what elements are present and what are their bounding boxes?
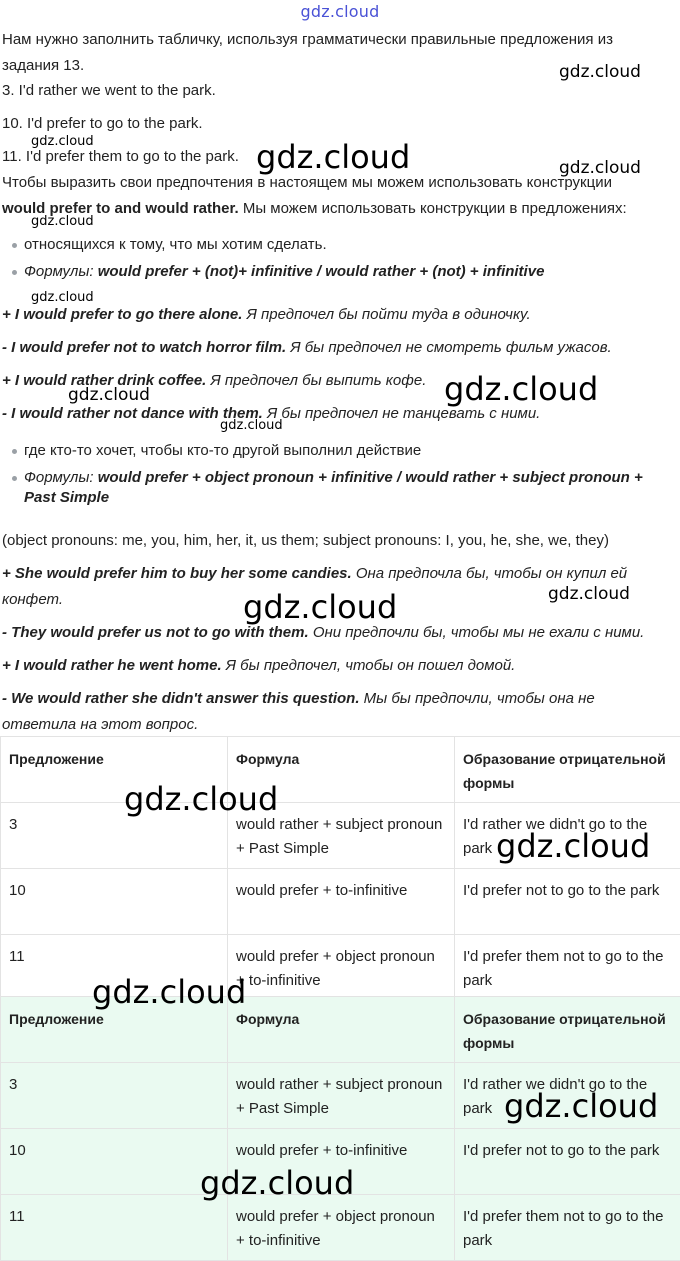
table-cell: I'd prefer not to go to the park	[455, 1129, 680, 1195]
table-cell: I'd rather we didn't go to the park	[455, 803, 680, 869]
watermark: gdz.cloud	[200, 1164, 354, 1202]
watermark: gdz.cloud	[92, 973, 246, 1011]
watermark: gdz.cloud	[220, 418, 283, 433]
example-2: - I would prefer not to watch horror film. Я бы предпочел не смотреть фильм ужасов.	[2, 336, 676, 360]
answer-table-highlighted	[0, 996, 680, 1261]
table-cell: 11	[1, 1195, 228, 1261]
table-cell: would rather + subject pronoun + Past Simple	[228, 1063, 455, 1129]
table-cell: 3	[1, 803, 228, 869]
bullet-item: относящихся к тому, что мы хотим сделать.	[12, 235, 327, 255]
table-cell: would prefer + object pronoun + to-infinitive	[228, 935, 455, 1001]
watermark: gdz.cloud	[243, 588, 397, 626]
theory-constructions: would prefer to and would rather.	[2, 200, 239, 217]
table-header-cell: Предложение	[1, 997, 228, 1063]
bullet-dot-icon	[12, 270, 17, 275]
table-header-row	[1, 737, 680, 803]
table-cell: would prefer + object pronoun + to-infinitive	[228, 1195, 455, 1261]
sentence-3: 3. I'd rather we went to the park.	[2, 79, 676, 103]
answer-table	[0, 736, 680, 1001]
table-row	[1, 1195, 680, 1261]
table-cell: 10	[1, 1129, 228, 1195]
bullet-item: Формулы: would prefer + object pronoun + infinitive / would rather + subject pronoun + Past Simple	[12, 468, 676, 508]
table-header-cell: Формула	[228, 737, 455, 803]
table-header-cell: Формула	[228, 997, 455, 1063]
watermark: gdz.cloud	[496, 827, 650, 865]
theory-usage: Мы можем использовать конструкции в предложениях:	[239, 200, 627, 217]
example-3: + I would rather drink coffee. Я предпочел бы выпить кофе.	[2, 369, 676, 393]
bullet-dot-icon	[12, 476, 17, 481]
table-cell: 11	[1, 935, 228, 1001]
table-cell: 3	[1, 1063, 228, 1129]
sentence-10: 10. I'd prefer to go to the park.	[2, 112, 676, 136]
table-cell: would prefer + to-infinitive	[228, 869, 455, 935]
table-cell: I'd rather we didn't go to the park	[455, 1063, 680, 1129]
intro-line-1: Нам нужно заполнить табличку, используя грамматически правильные предложения из	[2, 28, 676, 52]
formula-text: would prefer + (not)+ infinitive / would rather + (not) + infinitive	[98, 263, 545, 280]
bullet-dot-icon	[12, 243, 17, 248]
sentence-11: 11. I'd prefer them to go to the park.	[2, 145, 676, 169]
watermark: gdz.cloud	[31, 134, 94, 149]
example-8: - We would rather she didn't answer this question. Мы бы предпочли, чтобы она не	[2, 687, 676, 711]
theory-line-1: Чтобы выразить свои предпочтения в настоящем мы можем использовать конструкции	[2, 171, 676, 195]
bullet-dot-icon	[12, 449, 17, 454]
watermark: gdz.cloud	[444, 370, 598, 408]
watermark: gdz.cloud	[504, 1087, 658, 1125]
example-6: - They would prefer us not to go with them. Они предпочли бы, чтобы мы не ехали с ними.	[2, 621, 676, 645]
watermark: gdz.cloud	[31, 214, 94, 229]
table-header-cell: Образование отрицательной формы	[455, 997, 680, 1063]
example-8-cont: ответила на этот вопрос.	[2, 713, 676, 737]
table-cell: I'd prefer not to go to the park	[455, 869, 680, 935]
example-1: + I would prefer to go there alone. Я предпочел бы пойти туда в одиночку.	[2, 303, 676, 327]
bullet-item: где кто-то хочет, чтобы кто-то другой выполнил действие	[12, 441, 421, 461]
example-5-cont: конфет.	[2, 588, 676, 612]
table-cell: I'd prefer them not to go to the park	[455, 1195, 680, 1261]
watermark: gdz.cloud	[548, 584, 630, 604]
table-header-cell: Предложение	[1, 737, 228, 803]
formula-text: would prefer + object pronoun + infinitive / would rather + subject pronoun +	[98, 469, 643, 486]
intro-line-2: задания 13.	[2, 54, 676, 78]
example-7: + I would rather he went home. Я бы предпочел, чтобы он пошел домой.	[2, 654, 676, 678]
watermark: gdz.cloud	[559, 62, 641, 82]
watermark: gdz.cloud	[124, 780, 278, 818]
site-logo[interactable]: gdz.cloud	[0, 2, 680, 21]
table-cell: would prefer + to-infinitive	[228, 1129, 455, 1195]
watermark: gdz.cloud	[559, 158, 641, 178]
theory-line-2	[2, 197, 676, 221]
table-cell: would rather + subject pronoun + Past Simple	[228, 803, 455, 869]
pronouns-note: (object pronouns: me, you, him, her, it, us them; subject pronouns: I, you, he, she, we, they)	[2, 529, 676, 553]
example-4: - I would rather not dance with them. Я бы предпочел не танцевать с ними.	[2, 402, 676, 426]
table-header-cell: Образование отрицательной формы	[455, 737, 680, 803]
example-5: + She would prefer him to buy her some candies. Она предпочла бы, чтобы он купил ей	[2, 562, 676, 586]
table-cell: 10	[1, 869, 228, 935]
watermark: gdz.cloud	[256, 138, 410, 176]
watermark: gdz.cloud	[31, 290, 94, 305]
table-cell: I'd prefer them not to go to the park	[455, 935, 680, 1001]
bullet-item: Формулы: would prefer + (not)+ infinitive / would rather + (not) + infinitive	[12, 262, 544, 282]
table-row	[1, 869, 680, 935]
watermark: gdz.cloud	[68, 385, 150, 405]
